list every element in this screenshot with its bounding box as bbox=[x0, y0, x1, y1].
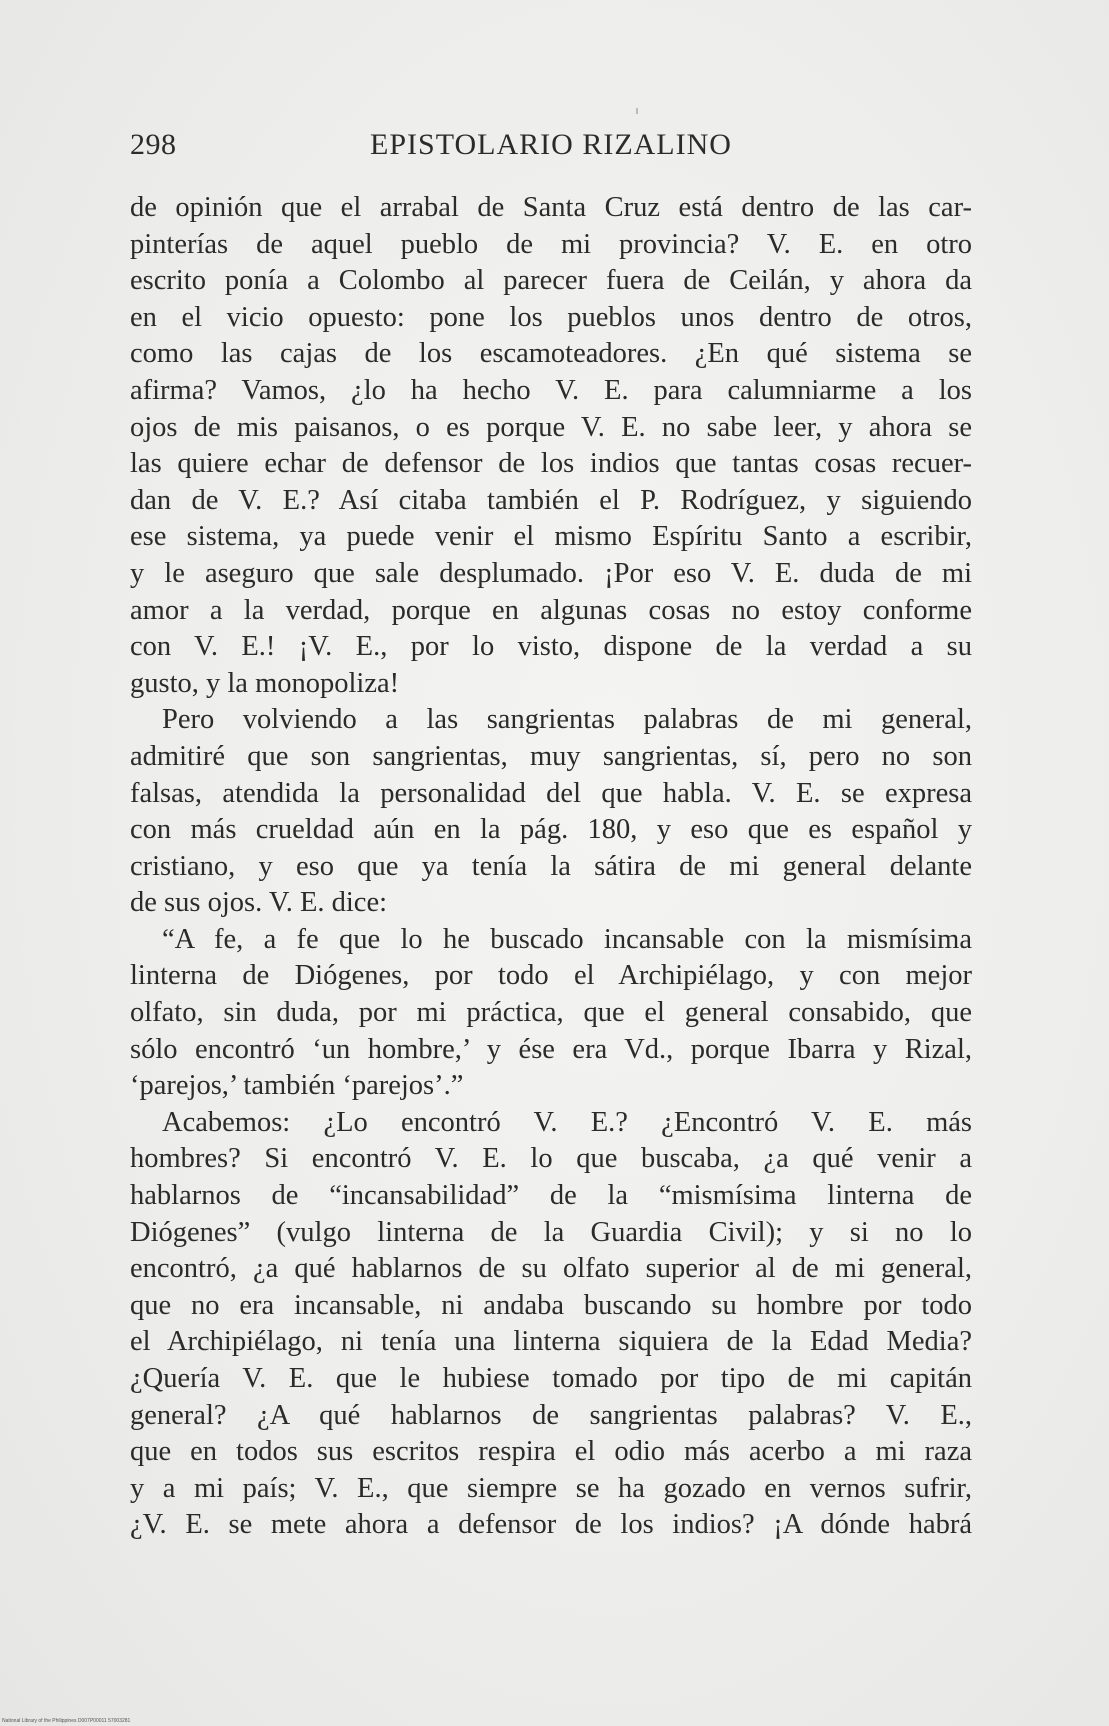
text-line: ‘parejos,’ también ‘parejos’.” bbox=[130, 1070, 464, 1102]
text-line: Pero volviendo a las sangrientas palabras de mi general, bbox=[162, 704, 972, 736]
text-line: afirma? Vamos, ¿lo ha hecho V. E. para calumniarme a los bbox=[130, 374, 972, 406]
text-line: en el vicio opuesto: pone los pueblos unos dentro de otros, bbox=[130, 301, 972, 333]
text-line: con más crueldad aún en la pág. 180, y eso que es español y bbox=[130, 814, 972, 846]
text-line: general? ¿A qué hablarnos de sangrientas palabras? V. E., bbox=[130, 1399, 972, 1431]
text-line: con V. E.! ¡V. E., por lo visto, dispone de la verdad a su bbox=[130, 631, 972, 663]
archive-footer: National Library of the Philippines D007P00011 57003281 bbox=[2, 1718, 131, 1724]
text-line: y le aseguro que sale desplumado. ¡Por eso V. E. duda de mi bbox=[130, 557, 972, 589]
text-line: que no era incansable, ni andaba buscando su hombre por todo bbox=[130, 1289, 972, 1321]
body-text bbox=[130, 190, 972, 1544]
text-line: hablarnos de “incansabilidad” de la “mismísima linterna de bbox=[130, 1180, 972, 1212]
text-line: ¿Quería V. E. que le hubiese tomado por tipo de mi capitán bbox=[130, 1363, 972, 1394]
text-line: que en todos sus escritos respira el odio más acerbo a mi raza bbox=[130, 1436, 972, 1468]
text-line: gusto, y la monopoliza! bbox=[130, 667, 400, 699]
text-line: olfato, sin duda, por mi práctica, que el general consabido, que bbox=[130, 997, 972, 1029]
text-line: Acabemos: ¿Lo encontró V. E.? ¿Encontró V. E. más bbox=[162, 1106, 972, 1138]
text-line: ¿V. E. se mete ahora a defensor de los indios? ¡A dónde habrá bbox=[130, 1509, 972, 1541]
text-line: hombres? Si encontró V. E. lo que buscaba, ¿a qué venir a bbox=[130, 1143, 972, 1175]
text-line: pinterías de aquel pueblo de mi provincia? V. E. en otro bbox=[130, 228, 972, 260]
text-line: y a mi país; V. E., que siempre se ha gozado en vernos sufrir, bbox=[130, 1472, 972, 1504]
page-header bbox=[130, 128, 972, 168]
text-line: las quiere echar de defensor de los indios que tantas cosas recuer- bbox=[130, 448, 972, 480]
text-line: escrito ponía a Colombo al parecer fuera de Ceilán, y ahora da bbox=[130, 265, 972, 297]
text-line: linterna de Diógenes, por todo el Archipiélago, y con mejor bbox=[130, 960, 972, 992]
text-line: como las cajas de los escamoteadores. ¿En qué sistema se bbox=[130, 338, 972, 370]
text-line: de sus ojos. V. E. dice: bbox=[130, 887, 388, 919]
ink-smudge bbox=[636, 108, 638, 114]
text-line: admitiré que son sangrientas, muy sangrientas, sí, pero no son bbox=[130, 740, 972, 772]
text-line: cristiano, y eso que ya tenía la sátira de mi general delante bbox=[130, 850, 972, 882]
text-line: “A fe, a fe que lo he buscado incansable con la mismísima bbox=[162, 923, 972, 955]
text-line: Diógenes” (vulgo linterna de la Guardia Civil); y si no lo bbox=[130, 1216, 972, 1248]
text-line: falsas, atendida la personalidad del que habla. V. E. se expresa bbox=[130, 777, 972, 809]
text-line: el Archipiélago, ni tenía una linterna siquiera de la Edad Media? bbox=[130, 1326, 972, 1358]
running-title: EPISTOLARIO RIZALINO bbox=[370, 128, 732, 161]
text-line: ese sistema, ya puede venir el mismo Espíritu Santo a escribir, bbox=[130, 521, 972, 553]
text-line: sólo encontró ‘un hombre,’ y ése era Vd., porque Ibarra y Rizal, bbox=[130, 1033, 972, 1065]
page-number: 298 bbox=[130, 128, 177, 161]
text-line: encontró, ¿a qué hablarnos de su olfato superior al de mi general, bbox=[130, 1253, 972, 1285]
text-line: ojos de mis paisanos, o es porque V. E. no sabe leer, y ahora se bbox=[130, 411, 972, 443]
text-line: de opinión que el arrabal de Santa Cruz está dentro de las car- bbox=[130, 192, 972, 223]
text-line: amor a la verdad, porque en algunas cosas no estoy conforme bbox=[130, 594, 972, 626]
text-line: dan de V. E.? Así citaba también el P. Rodríguez, y siguiendo bbox=[130, 484, 972, 516]
